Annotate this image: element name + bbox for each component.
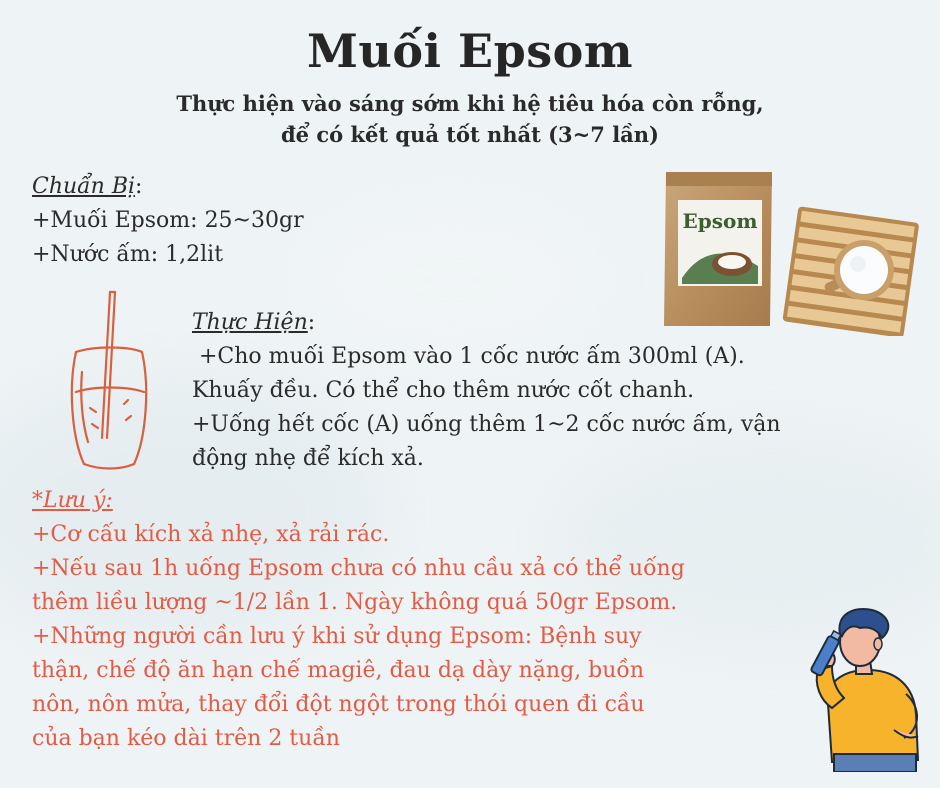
prep-section — [32, 170, 304, 272]
prep-item: +Muối Epsom: 25~30gr — [32, 208, 304, 233]
man-drinking-water-illustration — [798, 604, 926, 772]
step-line: +Cho muối Epsom vào 1 cốc nước ấm 300ml (A). — [192, 344, 745, 369]
prep-heading-colon: : — [135, 174, 143, 199]
note-line: nôn, nôn mửa, thay đổi đột ngột trong thói quen đi cầu — [32, 692, 645, 717]
steps-heading-colon: : — [307, 310, 316, 335]
subtitle-line: Thực hiện vào sáng sớm khi hệ tiêu hóa còn rỗng, — [176, 91, 764, 116]
page-title: Muối Epsom — [306, 24, 633, 78]
steps-heading: Thực Hiện — [192, 310, 308, 335]
note-line: thêm liều lượng ~1/2 lần 1. Ngày không quá 50gr Epsom. — [32, 590, 678, 615]
note-line: +Nếu sau 1h uống Epsom chưa có nhu cầu xả có thể uống — [32, 556, 685, 581]
glass-of-water-icon — [62, 288, 154, 474]
note-heading: *Lưu ý: — [32, 488, 113, 513]
prep-heading: Chuẩn Bị — [32, 174, 136, 199]
page-subtitle — [0, 88, 940, 150]
salt-bowl-on-tray-image — [780, 206, 920, 336]
note-line: thận, chế độ ăn hạn chế magiê, đau dạ dày nặng, buồn — [32, 658, 645, 683]
steps-heading-row — [192, 306, 781, 340]
subtitle-line: để có kết quả tốt nhất (3~7 lần) — [281, 122, 659, 147]
steps-section — [192, 306, 781, 476]
note-line: +Cơ cấu kích xả nhẹ, xả rải rác. — [32, 522, 390, 547]
bag-label: Epsom — [682, 209, 758, 233]
step-line: Khuấy đều. Có thể cho thêm nước cốt chanh. — [192, 378, 695, 403]
prep-heading-row — [32, 170, 304, 204]
prep-item: +Nước ấm: 1,2lit — [32, 242, 224, 267]
note-line: +Những người cần lưu ý khi sử dụng Epsom: Bệnh suy — [32, 624, 642, 649]
note-section — [32, 484, 685, 756]
note-line: của bạn kéo dài trên 2 tuần — [32, 726, 340, 751]
step-line: động nhẹ để kích xả. — [192, 446, 424, 471]
step-line: +Uống hết cốc (A) uống thêm 1~2 cốc nước ấm, vận — [192, 412, 781, 437]
